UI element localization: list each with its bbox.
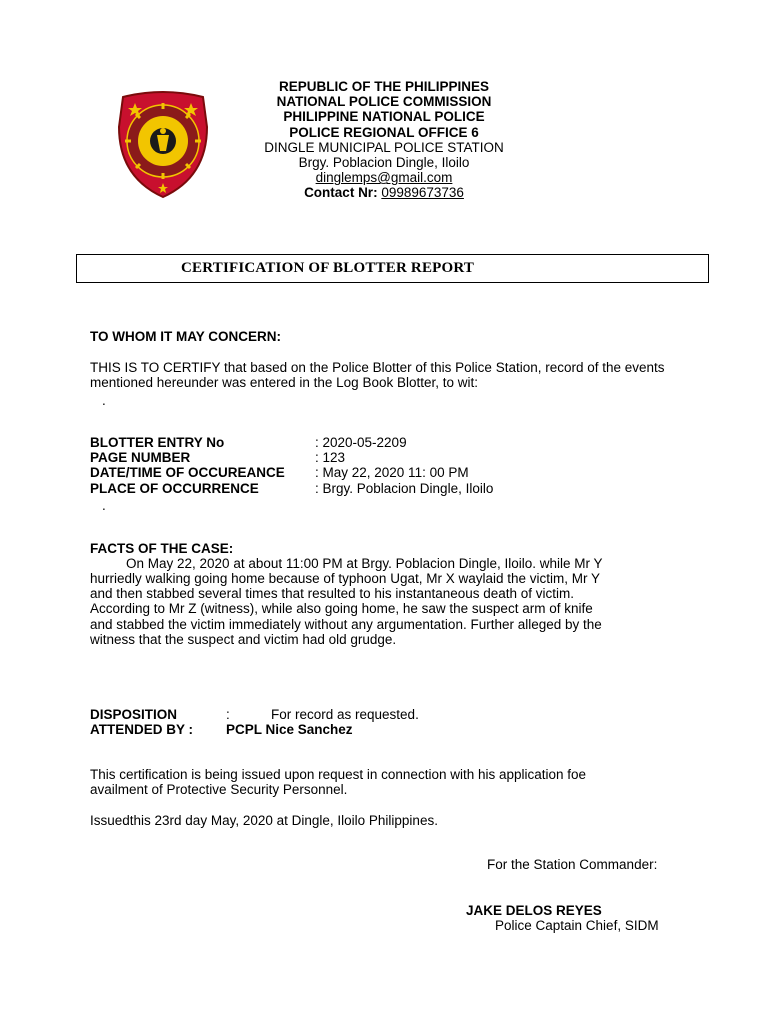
blotter-entry-label: BLOTTER ENTRY No — [90, 435, 225, 450]
issued-statement: Issuedthis 23rd day May, 2020 at Dingle, Iloilo Philippines. — [90, 813, 438, 828]
title-box — [76, 254, 709, 283]
header-station: DINGLE MUNICIPAL POLICE STATION — [264, 139, 504, 155]
disposition-value: For record as requested. — [271, 707, 419, 722]
closing-line: This certification is being issued upon request in connection with his application foe — [90, 767, 587, 782]
facts-heading: FACTS OF THE CASE: — [90, 541, 234, 556]
attended-by-label: ATTENDED BY : — [90, 722, 194, 737]
separator-dot-2: . — [102, 498, 106, 513]
intro-paragraph: THIS IS TO CERTIFY that based on the Police Blotter of this Police Station, record of the events mentioned hereunder was entered in the Log Book Blotter, to wit: — [90, 360, 665, 391]
contact-number-link[interactable]: 09989673736 — [381, 185, 464, 201]
datetime-label: DATE/TIME OF OCCUREANCE — [90, 465, 285, 480]
datetime-value: : May 22, 2020 11: 00 PM — [315, 465, 469, 480]
separator-dot: . — [102, 393, 106, 408]
signatory-name: JAKE DELOS REYES — [466, 903, 602, 918]
signatory-position: Police Captain Chief, SIDM — [495, 918, 659, 933]
facts-line: and stabbed the victim immediately without any argumentation. Further alleged by the — [90, 617, 602, 632]
blotter-entry-value: : 2020-05-2209 — [315, 435, 407, 450]
letterhead — [200, 79, 568, 201]
for-station-commander: For the Station Commander: — [487, 857, 658, 872]
header-address: Brgy. Poblacion Dingle, Iloilo — [298, 155, 470, 171]
header-napolcom: NATIONAL POLICE COMMISSION — [276, 94, 492, 110]
page-number-value: : 123 — [315, 450, 346, 465]
disposition-colon: : — [226, 707, 230, 722]
pnp-seal-icon — [113, 89, 213, 199]
header-republic: REPUBLIC OF THE PHILIPPINES — [278, 79, 490, 94]
facts-line: According to Mr Z (witness), while also going home, he saw the suspect arm of knife — [90, 601, 593, 616]
facts-line: hurriedly walking going home because of typhoon Ugat, Mr X waylaid the victim, Mr Y — [90, 571, 600, 586]
salutation: TO WHOM IT MAY CONCERN: — [90, 329, 282, 344]
page-number-label: PAGE NUMBER — [90, 450, 191, 465]
facts-line: and then stabbed several times that resulted to his instantaneous death of victim. — [90, 586, 575, 601]
document-title: CERTIFICATION OF BLOTTER REPORT — [181, 260, 475, 276]
closing-line: availment of Protective Security Personnel. — [90, 782, 348, 797]
header-regional-office: POLICE REGIONAL OFFICE 6 — [289, 124, 479, 140]
header-pnp: PHILIPPINE NATIONAL POLICE — [283, 109, 485, 125]
place-label: PLACE OF OCCURRENCE — [90, 481, 259, 496]
disposition-label: DISPOSITION — [90, 707, 178, 722]
header-email-link[interactable]: dinglemps@gmail.com — [315, 170, 453, 186]
facts-line: On May 22, 2020 at about 11:00 PM at Brgy. Poblacion Dingle, Iloilo. while Mr Y — [126, 556, 603, 571]
contact-label: Contact Nr: — [304, 185, 378, 201]
facts-line: witness that the suspect and victim had old grudge. — [90, 632, 397, 647]
attended-by-value: PCPL Nice Sanchez — [226, 722, 353, 737]
place-value: : Brgy. Poblacion Dingle, Iloilo — [315, 481, 494, 496]
header-contact — [200, 185, 568, 200]
